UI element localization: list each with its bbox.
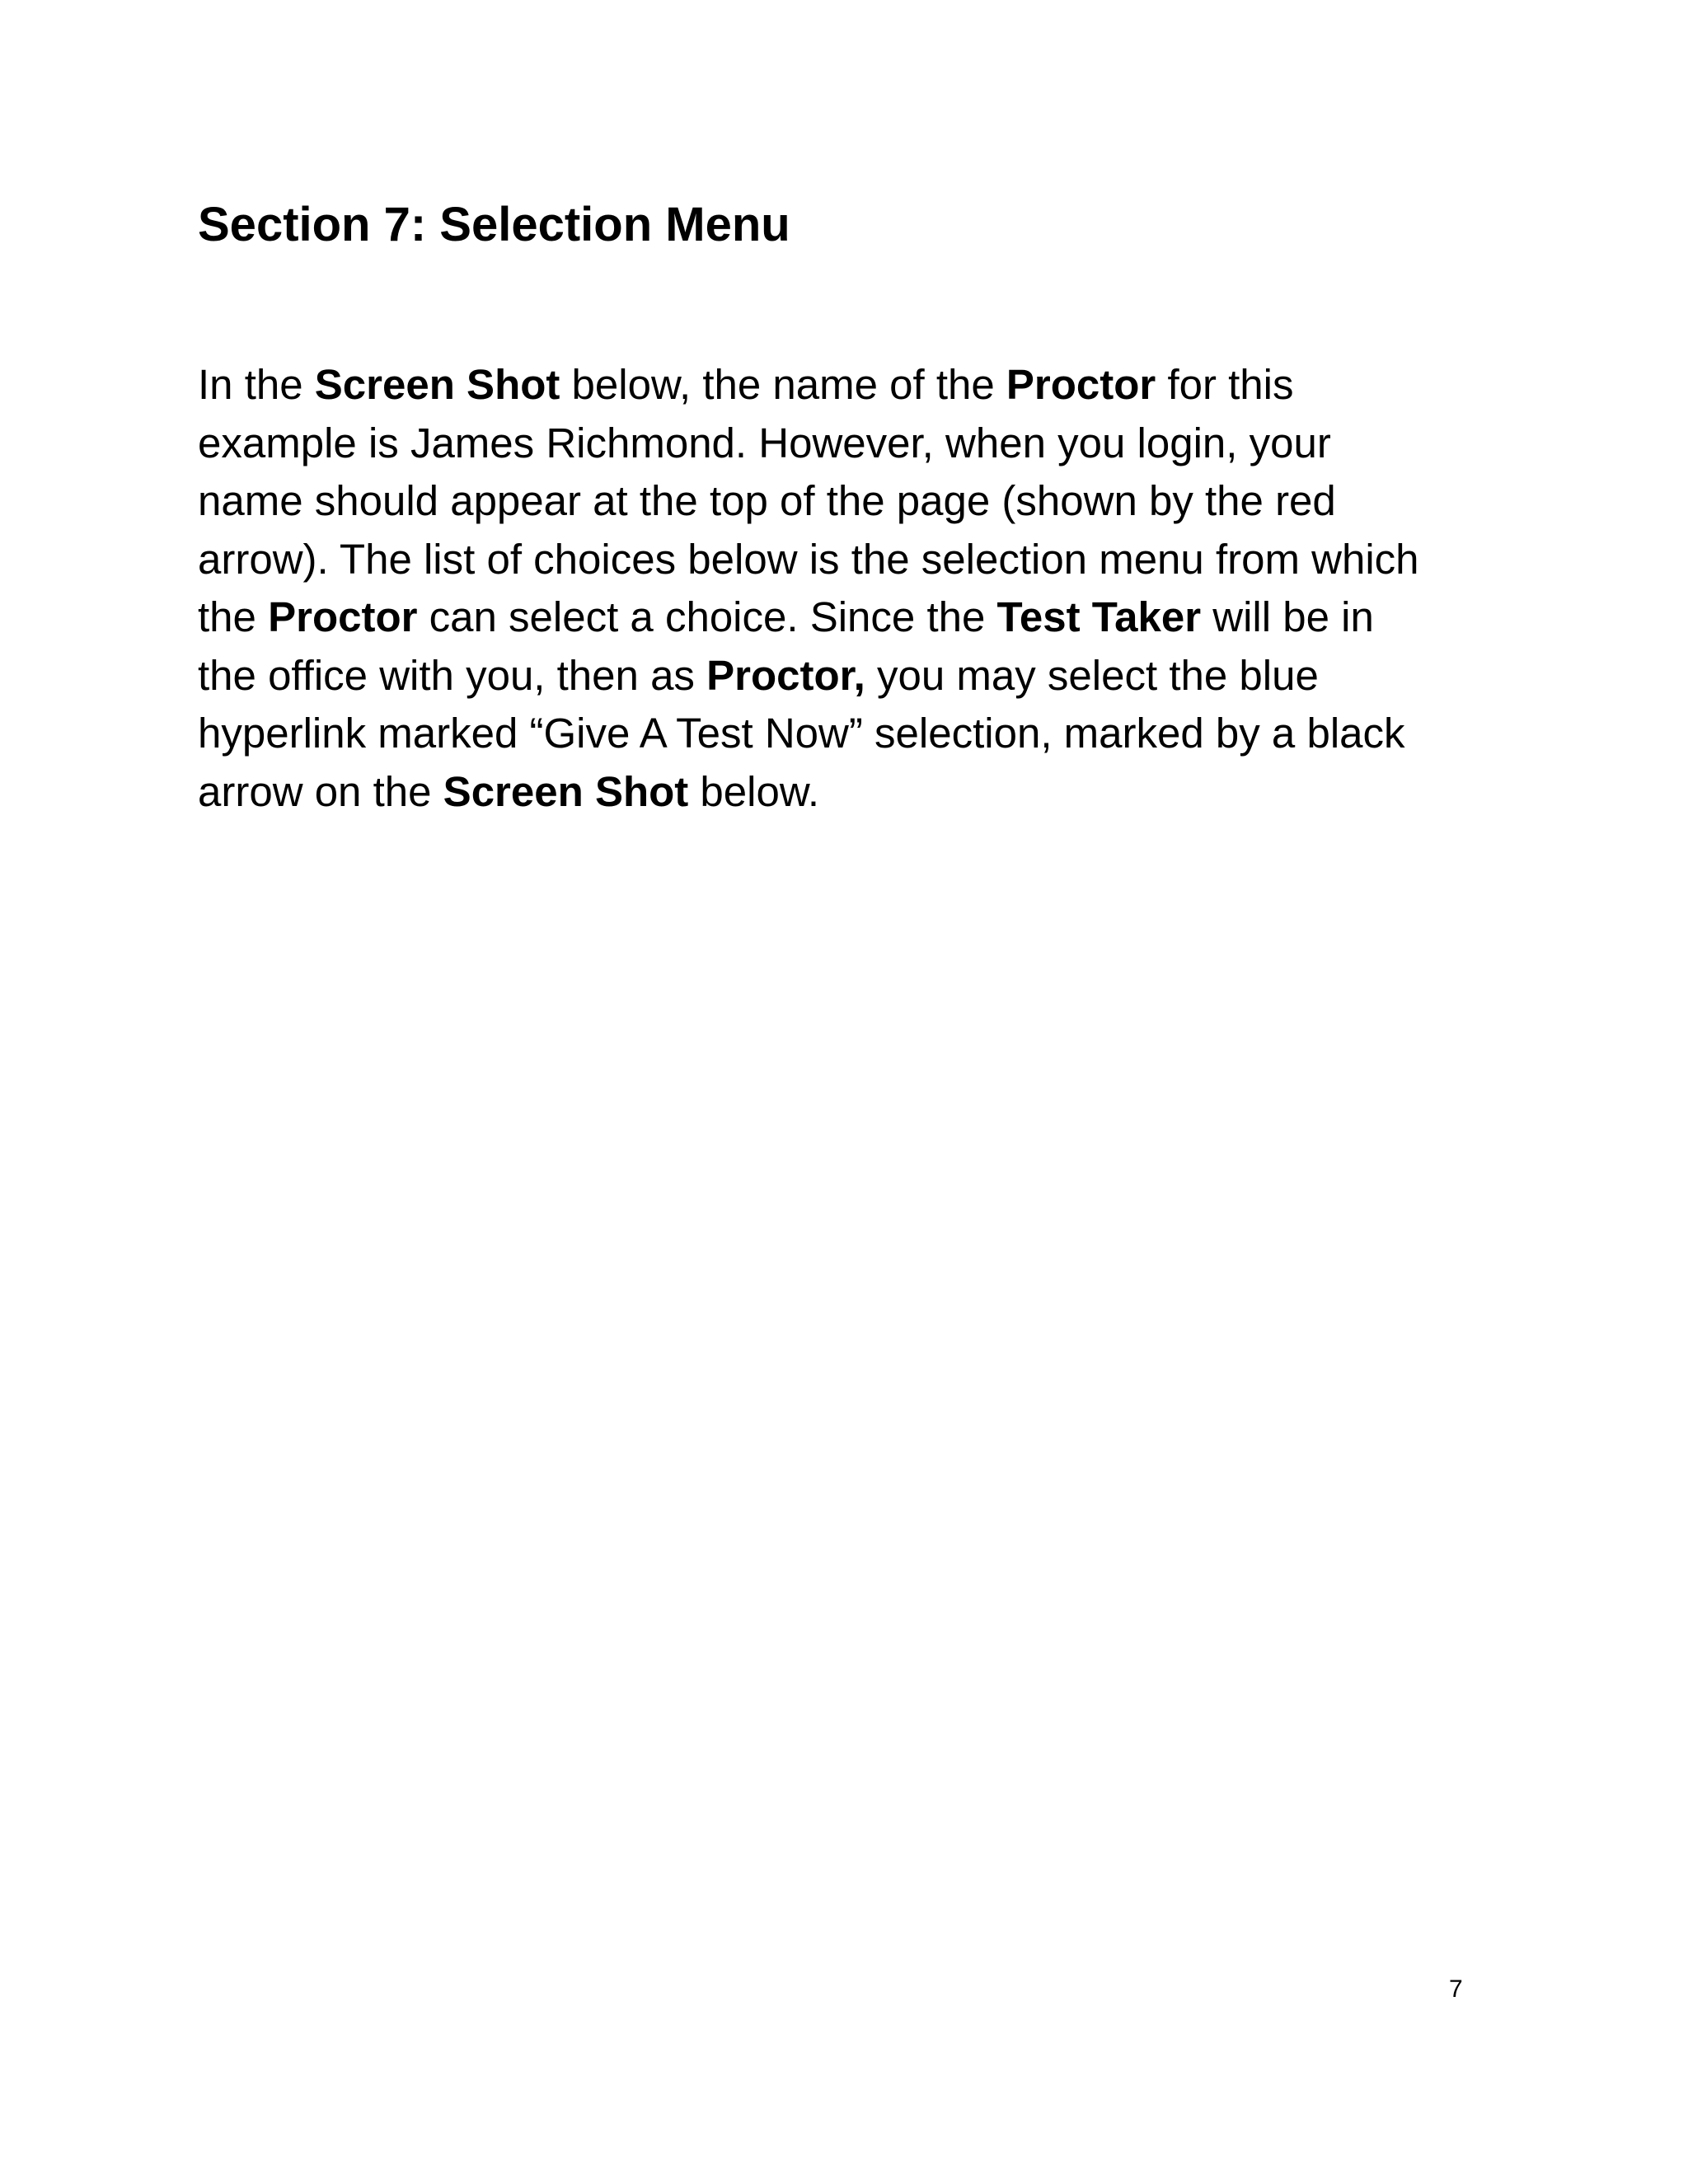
bold-text-run: Screen Shot — [443, 767, 689, 815]
bold-text-run: Screen Shot — [314, 361, 560, 408]
text-run: In the — [198, 361, 315, 408]
text-run: hyperlink marked “Give A Test Now” selection, marked by a black — [198, 710, 1405, 757]
text-run: example is James Richmond. However, when you login, your — [198, 419, 1331, 466]
text-run: arrow on the — [198, 767, 443, 815]
bold-text-run: Proctor, — [706, 651, 865, 699]
text-run: the — [198, 593, 269, 640]
paragraph-line-2 — [198, 415, 1517, 473]
section-title: Section 7: Selection Menu — [198, 198, 790, 251]
text-run: will be in — [1201, 593, 1374, 640]
text-run: name should appear at the top of the page (shown by the red — [198, 477, 1336, 524]
paragraph-line-7 — [198, 705, 1517, 763]
text-run: the office with you, then as — [198, 651, 707, 699]
bold-text-run: Proctor — [1006, 361, 1156, 408]
text-run: arrow). The list of choices below is the selection menu from which — [198, 535, 1419, 583]
paragraph-line-4 — [198, 531, 1517, 589]
paragraph-line-5 — [198, 588, 1517, 647]
text-run: below. — [688, 767, 820, 815]
text-run: for this — [1156, 361, 1294, 408]
paragraph-line-3 — [198, 472, 1517, 531]
page-number: 7 — [1449, 1975, 1463, 2003]
body-paragraph — [198, 356, 1517, 821]
text-run: below, the name of the — [560, 361, 1006, 408]
text-run: you may select the blue — [865, 651, 1319, 699]
paragraph-line-1 — [198, 356, 1517, 415]
bold-text-run: Test Taker — [996, 593, 1202, 640]
paragraph-line-6 — [198, 647, 1517, 705]
text-run: can select a choice. Since the — [417, 593, 997, 640]
bold-text-run: Proctor — [268, 593, 418, 640]
paragraph-line-8 — [198, 763, 1517, 822]
